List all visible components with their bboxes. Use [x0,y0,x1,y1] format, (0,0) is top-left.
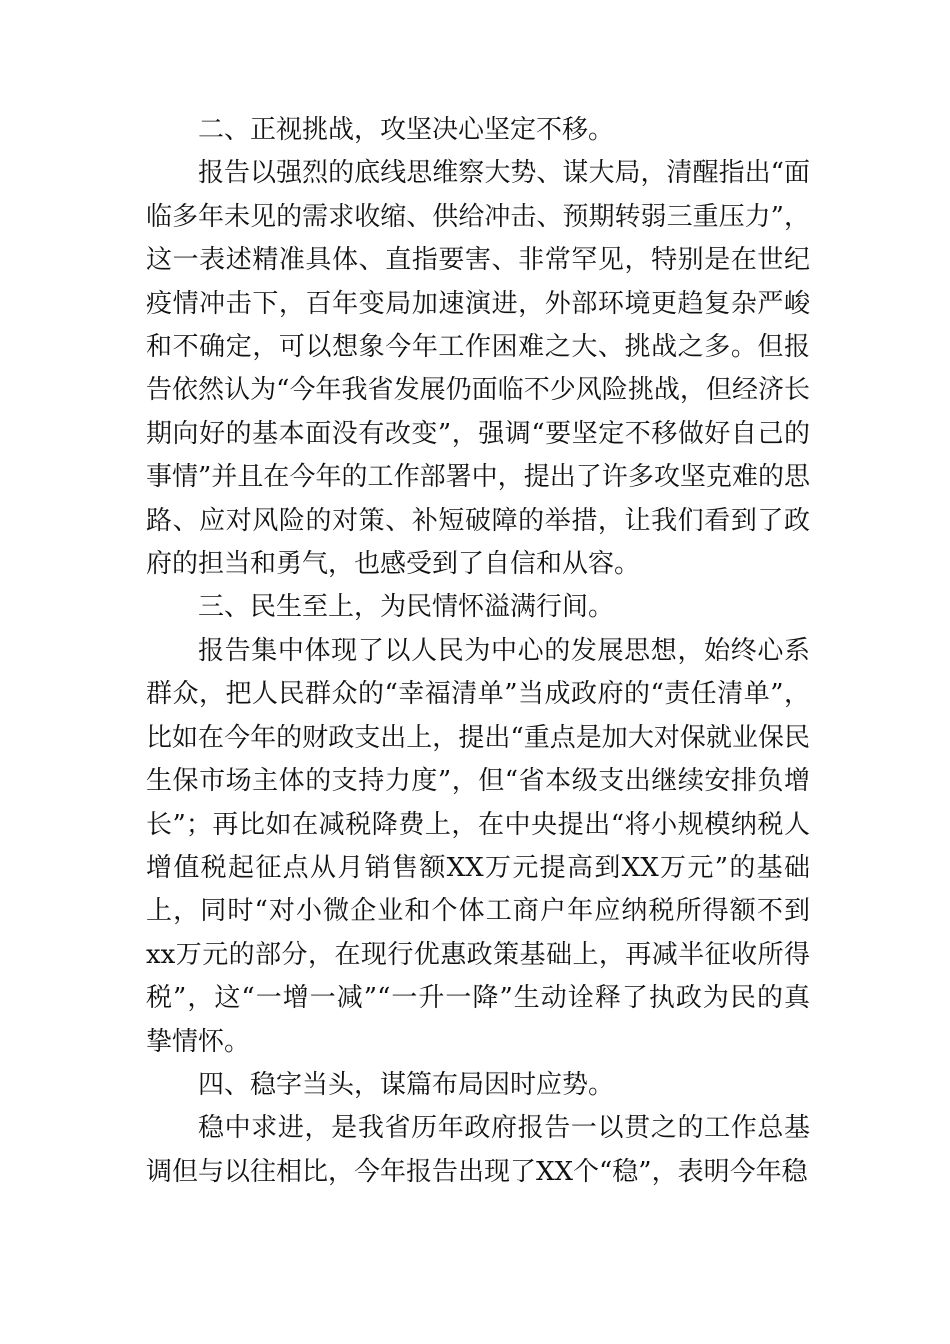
paragraph: 报告集中体现了以人民为中心的发展思想，始终心系群众，把人民群众的“幸福清单”当成政府的“责任清单”，比如在今年的财政支出上，提出“重点是加大对保就业保民生保市场主体的支持力度”，但“省本级支出继续安排负增长”；再比如在减税降费上，在中央提出“将小规模纳税人增值税起征点从月销售额XX万元提高到XX万元”的基础上，同时“对小微企业和个体工商户年应纳税所得额不到xx万元的部分，在现行优惠政策基础上，再减半征收所得税”，这“一增一减”“一升一降”生动诠释了执政为民的真挚情怀。 [146,635,810,1057]
document-body [146,109,810,1194]
paragraph: 报告以强烈的底线思维察大势、谋大局，清醒指出“面临多年未见的需求收缩、供给冲击、预期转弱三重压力”，这一表述精准具体、直指要害、非常罕见，特别是在世纪疫情冲击下，百年变局加速演进，外部环境更趋复杂严峻和不确定，可以想象今年工作困难之大、挑战之多。但报告依然认为“今年我省发展仍面临不少风险挑战，但经济长期向好的基本面没有改变”，强调“要坚定不移做好自己的事情”并且在今年的工作部署中，提出了许多攻坚克难的思路、应对风险的对策、补短破障的举措，让我们看到了政府的担当和勇气，也感受到了自信和从容。 [146,158,810,580]
paragraph: 稳中求进，是我省历年政府报告一以贯之的工作总基调但与以往相比，今年报告出现了XX个“稳”，表明今年稳 [146,1113,810,1187]
section-heading-3: 三、民生至上，为民情怀溢满行间。 [198,592,615,623]
section-heading-4: 四、稳字当头，谋篇布局因时应势。 [198,1069,615,1100]
section-heading-2: 二、正视挑战，攻坚决心坚定不移。 [198,115,615,145]
